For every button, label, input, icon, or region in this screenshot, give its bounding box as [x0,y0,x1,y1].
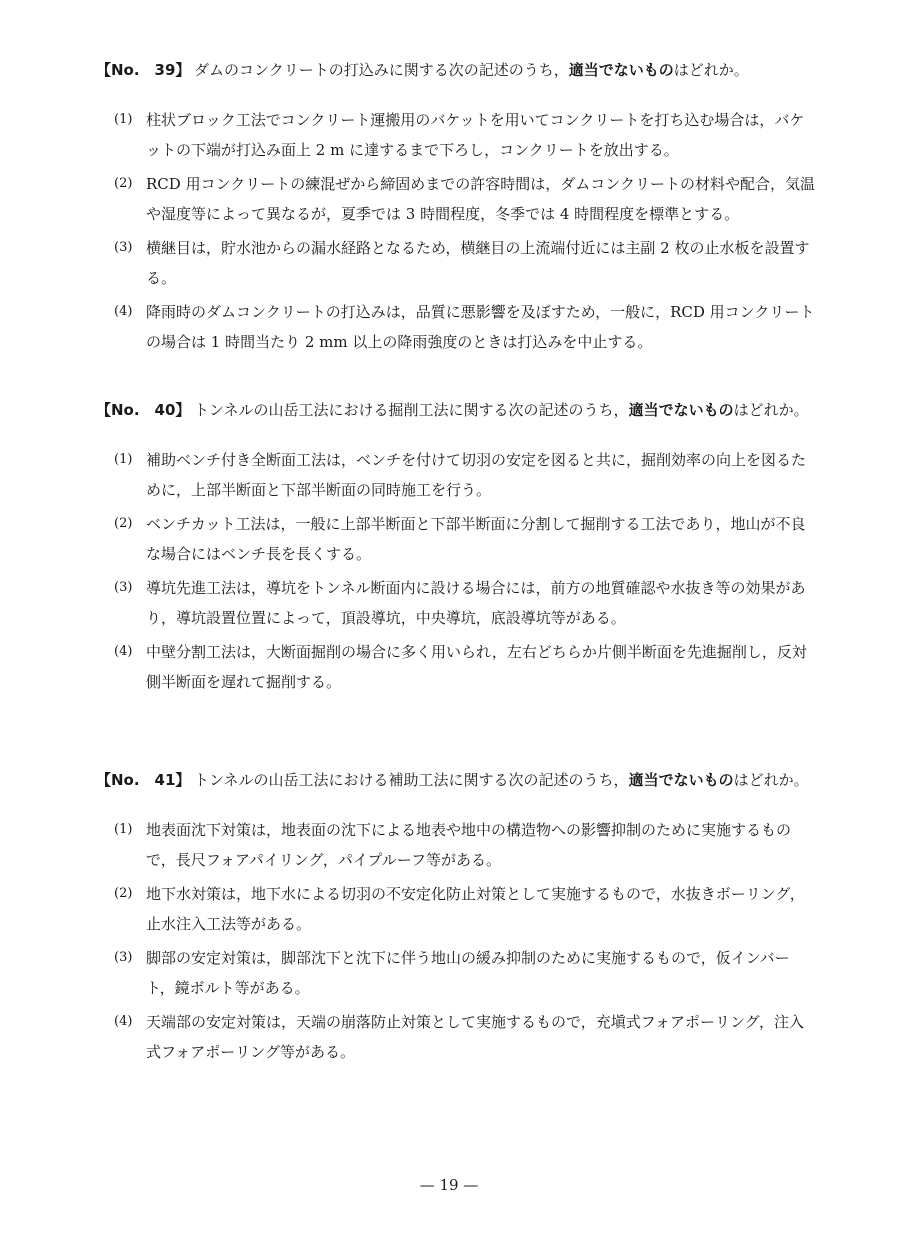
stem-text: トンネルの山岳工法における補助工法に関する次の記述のうち， [194,771,629,789]
option-2 [96,509,816,569]
option-text: 導坑先進工法は，導坑をトンネル断面内に設ける場合には，前方の地質確認や水抜き等の効果があり，導坑設置位置によって，頂設導坑，中央導坑，底設導坑等がある。 [146,579,806,627]
stem-emphasis: 適当でないもの [628,771,734,789]
question-number: 【No. 41】 [96,771,191,789]
question-header [96,765,816,795]
option-number: (2) [114,176,133,191]
stem-emphasis: 適当でないもの [568,61,674,79]
option-1 [96,445,816,505]
option-1 [96,105,816,165]
option-text: ベンチカット工法は，一般に上部半断面と下部半断面に分割して掘削する工法であり，地山が不良な場合にはベンチ長を長くする。 [146,515,806,563]
option-text: 地下水対策は，地下水による切羽の不安定化防止対策として実施するもので，水抜きボーリング，止水注入工法等がある。 [146,885,805,933]
option-text: 地表面沈下対策は，地表面の沈下による地表や地中の構造物への影響抑制のために実施するもので，長尺フォアパイリング，パイプルーフ等がある。 [146,821,792,869]
question-number: 【No. 39】 [96,61,191,79]
option-number: (3) [114,950,133,965]
question-number: 【No. 40】 [96,401,191,419]
option-text: 降雨時のダムコンクリートの打込みは，品質に悪影響を及ぼすため，一般に，RCD 用コンクリートの場合は 1 時間当たり 2 mm 以上の降雨強度のときは打込みを中止する。 [146,303,815,351]
option-text: RCD 用コンクリートの練混ぜから締固めまでの許容時間は，ダムコンクリートの材料や配合，気温や湿度等によって異なるが，夏季では 3 時間程度，冬季では 4 時間程度を標準とする。 [146,175,815,223]
option-3 [96,233,816,293]
question-stem [194,395,816,425]
option-1 [96,815,816,875]
stem-text-end: はどれか。 [733,401,809,419]
option-number: (1) [114,112,133,127]
option-4 [96,297,816,357]
option-text: 補助ベンチ付き全断面工法は，ベンチを付けて切羽の安定を図ると共に，掘削効率の向上を図るために，上部半断面と下部半断面の同時施工を行う。 [146,451,807,499]
question-header [96,55,816,85]
option-number: (3) [114,240,133,255]
question-stem [194,765,816,795]
question-stem [194,55,816,85]
option-number: (4) [114,644,133,659]
option-4 [96,1007,816,1067]
option-number: (2) [114,886,133,901]
option-2 [96,879,816,939]
option-text: 柱状ブロック工法でコンクリート運搬用のバケットを用いてコンクリートを打ち込む場合は，バケットの下端が打込み面上 2 m に達するまで下ろし，コンクリートを放出する。 [146,111,805,159]
option-number: (1) [114,452,133,467]
options-list [96,815,816,1067]
stem-text-end: はどれか。 [733,771,809,789]
page-number: — 19 — [419,1176,479,1194]
option-number: (3) [114,580,133,595]
option-number: (4) [114,304,133,319]
option-text: 横継目は，貯水池からの漏水経路となるため，横継目の上流端付近には主副 2 枚の止水板を設置する。 [146,239,810,287]
question-39 [96,55,816,361]
option-3 [96,943,816,1003]
option-2 [96,169,816,229]
option-number: (4) [114,1014,133,1029]
question-header [96,395,816,425]
question-40 [96,395,816,701]
stem-text-end: はどれか。 [673,61,749,79]
option-text: 中壁分割工法は，大断面掘削の場合に多く用いられ，左右どちらか片側半断面を先進掘削し，反対側半断面を遅れて掘削する。 [146,643,807,691]
option-number: (2) [114,516,133,531]
option-4 [96,637,816,697]
stem-emphasis: 適当でないもの [628,401,734,419]
option-3 [96,573,816,633]
option-text: 天端部の安定対策は，天端の崩落防止対策として実施するもので，充塡式フォアポーリング，注入式フォアポーリング等がある。 [146,1013,805,1061]
option-text: 脚部の安定対策は，脚部沈下と沈下に伴う地山の緩み抑制のために実施するもので，仮インバート，鏡ボルト等がある。 [146,949,790,997]
stem-text: ダムのコンクリートの打込みに関する次の記述のうち， [194,61,569,79]
question-41 [96,765,816,1071]
options-list [96,105,816,357]
stem-text: トンネルの山岳工法における掘削工法に関する次の記述のうち， [194,401,629,419]
options-list [96,445,816,697]
option-number: (1) [114,822,133,837]
